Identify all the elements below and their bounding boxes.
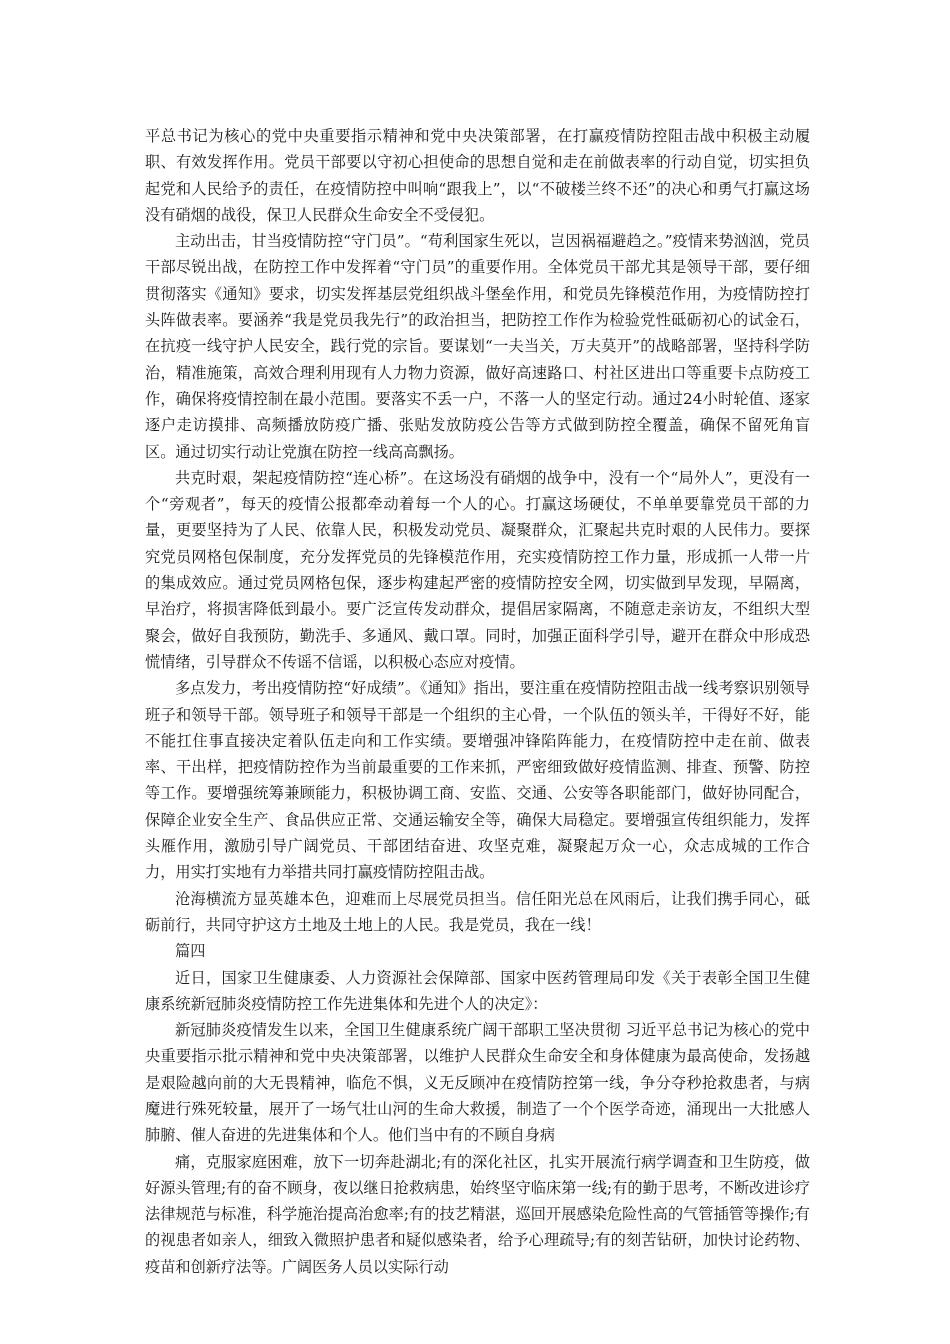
paragraph-good-results: 多点发力，考出疫情防控“好成绩”。《通知》指出，要注重在疫情防控阻击战一线考察识别领导班子和领导干部。领导班子和领导干部是一个组织的主心骨，一个队伍的领头羊，干得好不好，能不能扛住事直接决定着队伍走向和工作实绩。要增强冲锋陷阵能力，在疫情防控中走在前、做表率、干出样，把疫情防控作为当前最重要的工作来抓，严密细致做好疫情监测、排查、预警、防控等工作。要增强统筹兼顾能力，积极协调工商、安监、交通、公安等各职能部门，做好协同配合，保障企业安全生产、食品供应正常、交通运输安全等，确保大局稳定。要增强宣传组织能力，发挥头雁作用，激励引导广阔党员、干部团结奋进、攻坚克难，凝聚起万众一心，众志成城的工作合力，用实打实地有力举措共同打赢疫情防控阻击战。	[145, 679, 810, 882]
paragraph-epidemic-overview: 新冠肺炎疫情发生以来，全国卫生健康系统广阔干部职工坚决贯彻 习近平总书记为核心的党中央重要指示批示精神和党中央决策部署，以维护人民群众生命安全和身体健康为最高使命，发扬越是艰险越向前的大无畏精神，临危不惧，义无反顾冲在疫情防控第一线，争分夺秒抢救患者，与病魔进行殊死较量，展开了一场气壮山河的生命大救援，制造了一个个医学奇迹，涌现出一大批感人肺腑、催人奋进的先进集体和个人。他们当中有的不顾自身病	[145, 1021, 810, 1145]
paragraph-gatekeeper: 主动出击，甘当疫情防控“守门员”。“苟利国家生死以，岂因祸福避趋之。”疫情来势汹汹，党员干部尽锐出战，在防控工作中发挥着“守门员”的重要作用。全体党员干部尤其是领导干部，要仔细贯彻落实《通知》要求，切实发挥基层党组织战斗堡垒作用，和党员先锋模范作用，为疫情防控打头阵做表率。要涵养“我是党员我先行”的政治担当，把防控工作作为检验党性砥砺初心的试金石，在抗疫一线守护人民安全，践行党的宗旨。要谋划“一夫当关，万夫莫开”的战略部署，坚持科学防治，精准施策，高效合理利用现有人力物力资源，做好高速路口、村社区进出口等重要卡点防疫工作，确保将疫情控制在最小范围。要落实不丢一户，不落一人的坚定行动。通过24小时轮值、逐家逐户走访摸排、高频播放防疫广播、张贴发放防疫公告等方式做到防控全覆盖，确保不留死角盲区。通过切实行动让党旗在防控一线高高飘扬。	[145, 232, 810, 461]
paragraph-heart-bridge: 共克时艰，架起疫情防控“连心桥”。在这场没有硝烟的战争中，没有一个“局外人”，更没有一个“旁观者”，每天的疫情公报都牵动着每一个人的心。打赢这场硬仗，不单单要靠党员干部的力量，更要坚持为了人民、依靠人民，积极发动党员、凝聚群众，汇聚起共克时艰的人民伟力。要探究党员网格包保制度，充分发挥党员的先锋模范作用，充实疫情防控工作力量，形成抓一人带一片的集成效应。通过党员网格包保，逐步构建起严密的疫情防控安全网，切实做到早发现，早隔离，早治疗，将损害降低到最小。要广泛宣传发动群众，提倡居家隔离，不随意走亲访友，不组织大型聚会，做好自我预防，勤洗手、多通风、戴口罩。同时，加强正面科学引导，避开在群众中形成恐慌情绪，引导群众不传谣不信谣，以积极心态应对疫情。	[145, 468, 810, 671]
paragraph-medical-staff: 痛，克服家庭困难，放下一切奔赴湖北;有的深化社区，扎实开展流行病学调查和卫生防疫，做好源头管理;有的奋不顾身，夜以继日抢救病患，始终坚守临床第一线;有的勤于思考，不断改进诊疗法律规范与标准，科学施治提高治愈率;有的技艺精湛，巡回开展感染危险性高的气管插管等操作;有的视患者如亲人，细致入微照护患者和疑似感染者，给予心理疏导;有的刻苦钻研，加快讨论药物、疫苗和创新疗法等。广阔医务人员以实际行动	[145, 1152, 810, 1276]
paragraph-announcement: 近日，国家卫生健康委、人力资源社会保障部、国家中医药管理局印发《关于表彰全国卫生健康系统新冠肺炎疫情防控工作先进集体和先进个人的决定》：	[145, 968, 810, 1013]
document-body	[145, 123, 810, 1280]
section-heading: 篇四	[175, 942, 206, 961]
paragraph-conclusion: 沧海横流方显英雄本色，迎难而上尽展党员担当。信任阳光总在风雨后，让我们携手同心，砥砺前行，共同守护这方土地及土地上的人民。我是党员，我在一线！	[145, 889, 810, 934]
paragraph-continuation: 平总书记为核心的党中央重要指示精神和党中央决策部署，在打赢疫情防控阻击战中积极主动履职、有效发挥作用。党员干部要以守初心担使命的思想自觉和走在前做表率的行动自觉，切实担负起党和人民给予的责任，在疫情防控中叫响“跟我上”，以“不破楼兰终不还”的决心和勇气打赢这场没有硝烟的战役，保卫人民群众生命安全不受侵犯。	[145, 127, 810, 224]
